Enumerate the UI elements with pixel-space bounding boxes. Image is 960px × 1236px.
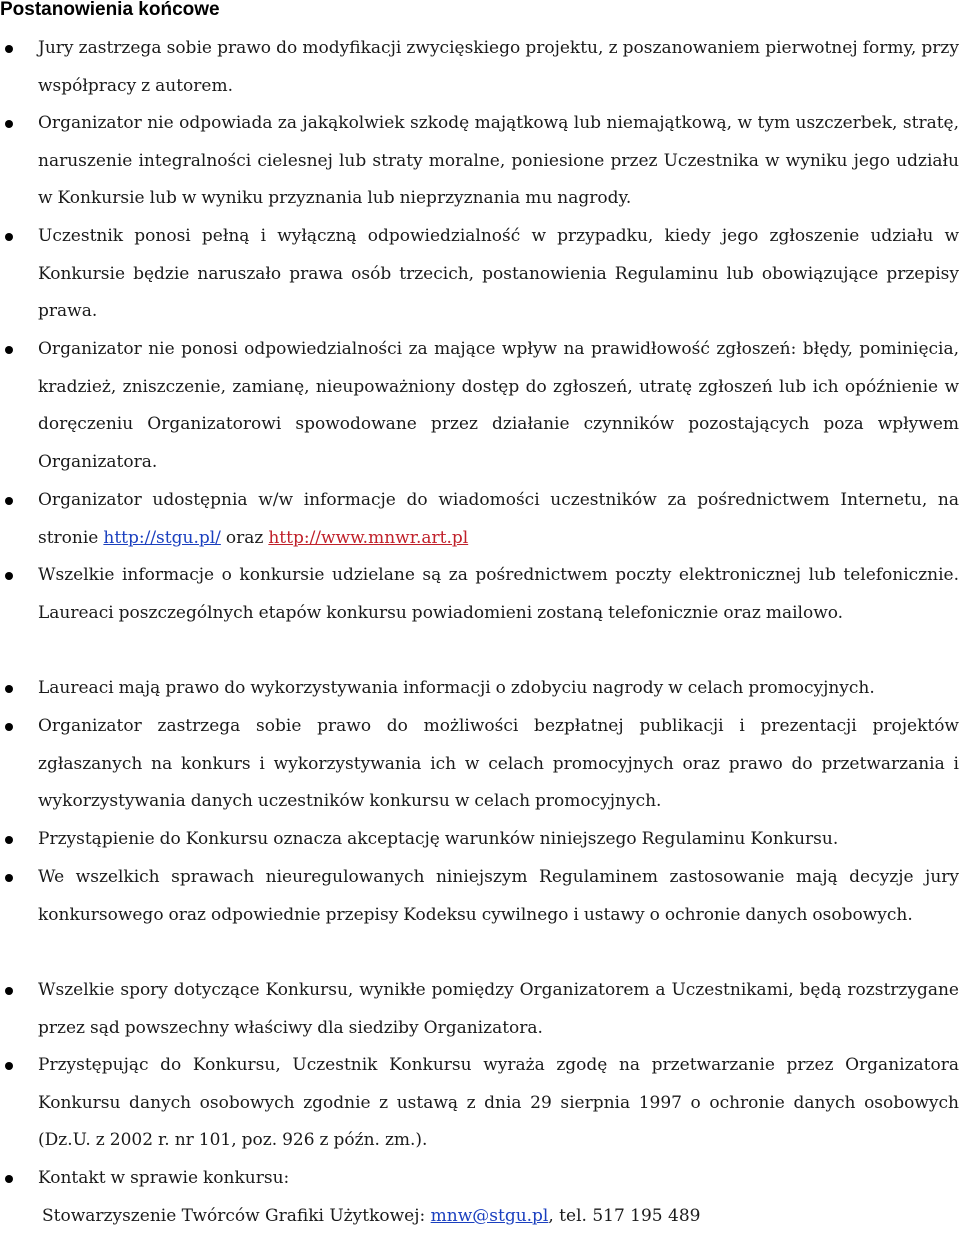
list-item bbox=[38, 557, 959, 632]
list-item bbox=[38, 708, 959, 821]
bullet-icon bbox=[5, 120, 13, 128]
bullet-icon bbox=[5, 723, 13, 731]
list-item-text: Organizator nie odpowiada za jakąkolwiek szkodę majątkową lub niemajątkową, w tym uszczerbek, stratę, naruszenie integralności cielesnej lub straty moralne, poniesione przez Uczestnika w wyniku jego udziału w Konkursie lub w wyniku przyznania lub nieprzyznania mu nagrody. bbox=[38, 113, 959, 209]
contact-phone: , tel. 517 195 489 bbox=[548, 1206, 701, 1226]
list-item bbox=[38, 105, 959, 218]
list-item bbox=[38, 972, 959, 1047]
contact-organization: Stowarzyszenie Twórców Grafiki Użytkowej: bbox=[42, 1206, 431, 1226]
mnwr-website-link[interactable]: http://www.mnwr.art.pl bbox=[268, 527, 469, 548]
list-item-text: Wszelkie spory dotyczące Konkursu, wynikłe pomiędzy Organizatorem a Uczestnikami, będą rozstrzygane przez sąd powszechny właściwy dla siedziby Organizatora. bbox=[38, 980, 959, 1038]
bullet-icon bbox=[5, 685, 13, 693]
list-item bbox=[38, 1160, 959, 1198]
list-item-text: Kontakt w sprawie konkursu: bbox=[38, 1168, 290, 1188]
list-item-text: Wszelkie informacje o konkursie udzielane są za pośrednictwem poczty elektronicznej lub telefonicznie. Laureaci poszczególnych etapów konkursu powiadomieni zostaną telefonicznie oraz mailowo. bbox=[38, 565, 959, 623]
bullet-icon bbox=[5, 1062, 13, 1070]
contact-email-link[interactable]: mnw@stgu.pl bbox=[430, 1206, 549, 1226]
list-item bbox=[38, 218, 959, 331]
list-item-text-start: Organizator udostępnia w/w informacje do wiadomości uczestników za pośrednictwem Internetu, na stronie bbox=[38, 490, 959, 548]
bullet-icon bbox=[5, 45, 13, 53]
list-item-text: Organizator nie ponosi odpowiedzialności za mające wpływ na prawidłowość zgłoszeń: błędy, pominięcia, kradzież, zniszczenie, zamianę, nieupoważniony dostęp do zgłoszeń, utratę zgłoszeń lub ich opóźnienie w doręczeniu Organizatorowi spowodowane przez działanie czynników pozostających poza wpływem Organizatora. bbox=[38, 339, 959, 473]
bullet-icon bbox=[5, 987, 13, 995]
list-item-text: Organizator zastrzega sobie prawo do możliwości bezpłatnej publikacji i prezentacji projektów zgłaszanych na konkurs i wykorzystywania ich w celach promocyjnych oraz prawo do przetwarzania i wykorzystywania danych uczestników konkursu w celach promocyjnych. bbox=[38, 716, 959, 812]
bullet-icon bbox=[5, 233, 13, 241]
list-item-text: Laureaci mają prawo do wykorzystywania informacji o zdobyciu nagrody w celach promocyjnych. bbox=[38, 678, 875, 698]
list-item bbox=[38, 859, 959, 934]
contact-details bbox=[42, 1198, 700, 1236]
bullet-icon bbox=[5, 572, 13, 580]
list-item-text: Uczestnik ponosi pełną i wyłączną odpowiedzialność w przypadku, kiedy jego zgłoszenie udziału w Konkursie będzie naruszało prawa osób trzecich, postanowienia Regulaminu lub obowiązujące przepisy prawa. bbox=[38, 226, 959, 322]
list-item bbox=[38, 821, 959, 859]
list-item bbox=[38, 30, 959, 105]
bullet-icon bbox=[5, 1175, 13, 1183]
list-item bbox=[38, 331, 959, 482]
bullet-icon bbox=[5, 346, 13, 354]
list-item bbox=[38, 482, 959, 557]
list-item-text-middle: oraz bbox=[220, 527, 269, 548]
list-item bbox=[38, 1047, 959, 1160]
list-item-text: We wszelkich sprawach nieuregulowanych niniejszym Regulaminem zastosowanie mają decyzje jury konkursowego oraz odpowiednie przepisy Kodeksu cywilnego i ustawy o ochronie danych osobowych. bbox=[38, 867, 959, 925]
bullet-icon bbox=[5, 836, 13, 844]
bullet-icon bbox=[5, 497, 13, 505]
list-item-text: Jury zastrzega sobie prawo do modyfikacji zwycięskiego projektu, z poszanowaniem pierwotnej formy, przy współpracy z autorem. bbox=[38, 38, 959, 96]
list-item-text: Przystępując do Konkursu, Uczestnik Konkursu wyraża zgodę na przetwarzanie przez Organizatora Konkursu danych osobowych zgodnie z ustawą z dnia 29 sierpnia 1997 o ochronie danych osobowych (Dz.U. z 2002 r. nr 101, poz. 926 z późn. zm.). bbox=[38, 1055, 959, 1151]
list-item-text: Przystąpienie do Konkursu oznacza akceptację warunków niniejszego Regulaminu Konkursu. bbox=[38, 829, 839, 849]
list-item bbox=[38, 670, 959, 708]
section-title: Postanowienia końcowe bbox=[0, 0, 220, 20]
bullet-icon bbox=[5, 874, 13, 882]
stgu-website-link[interactable]: http://stgu.pl/ bbox=[103, 527, 221, 548]
